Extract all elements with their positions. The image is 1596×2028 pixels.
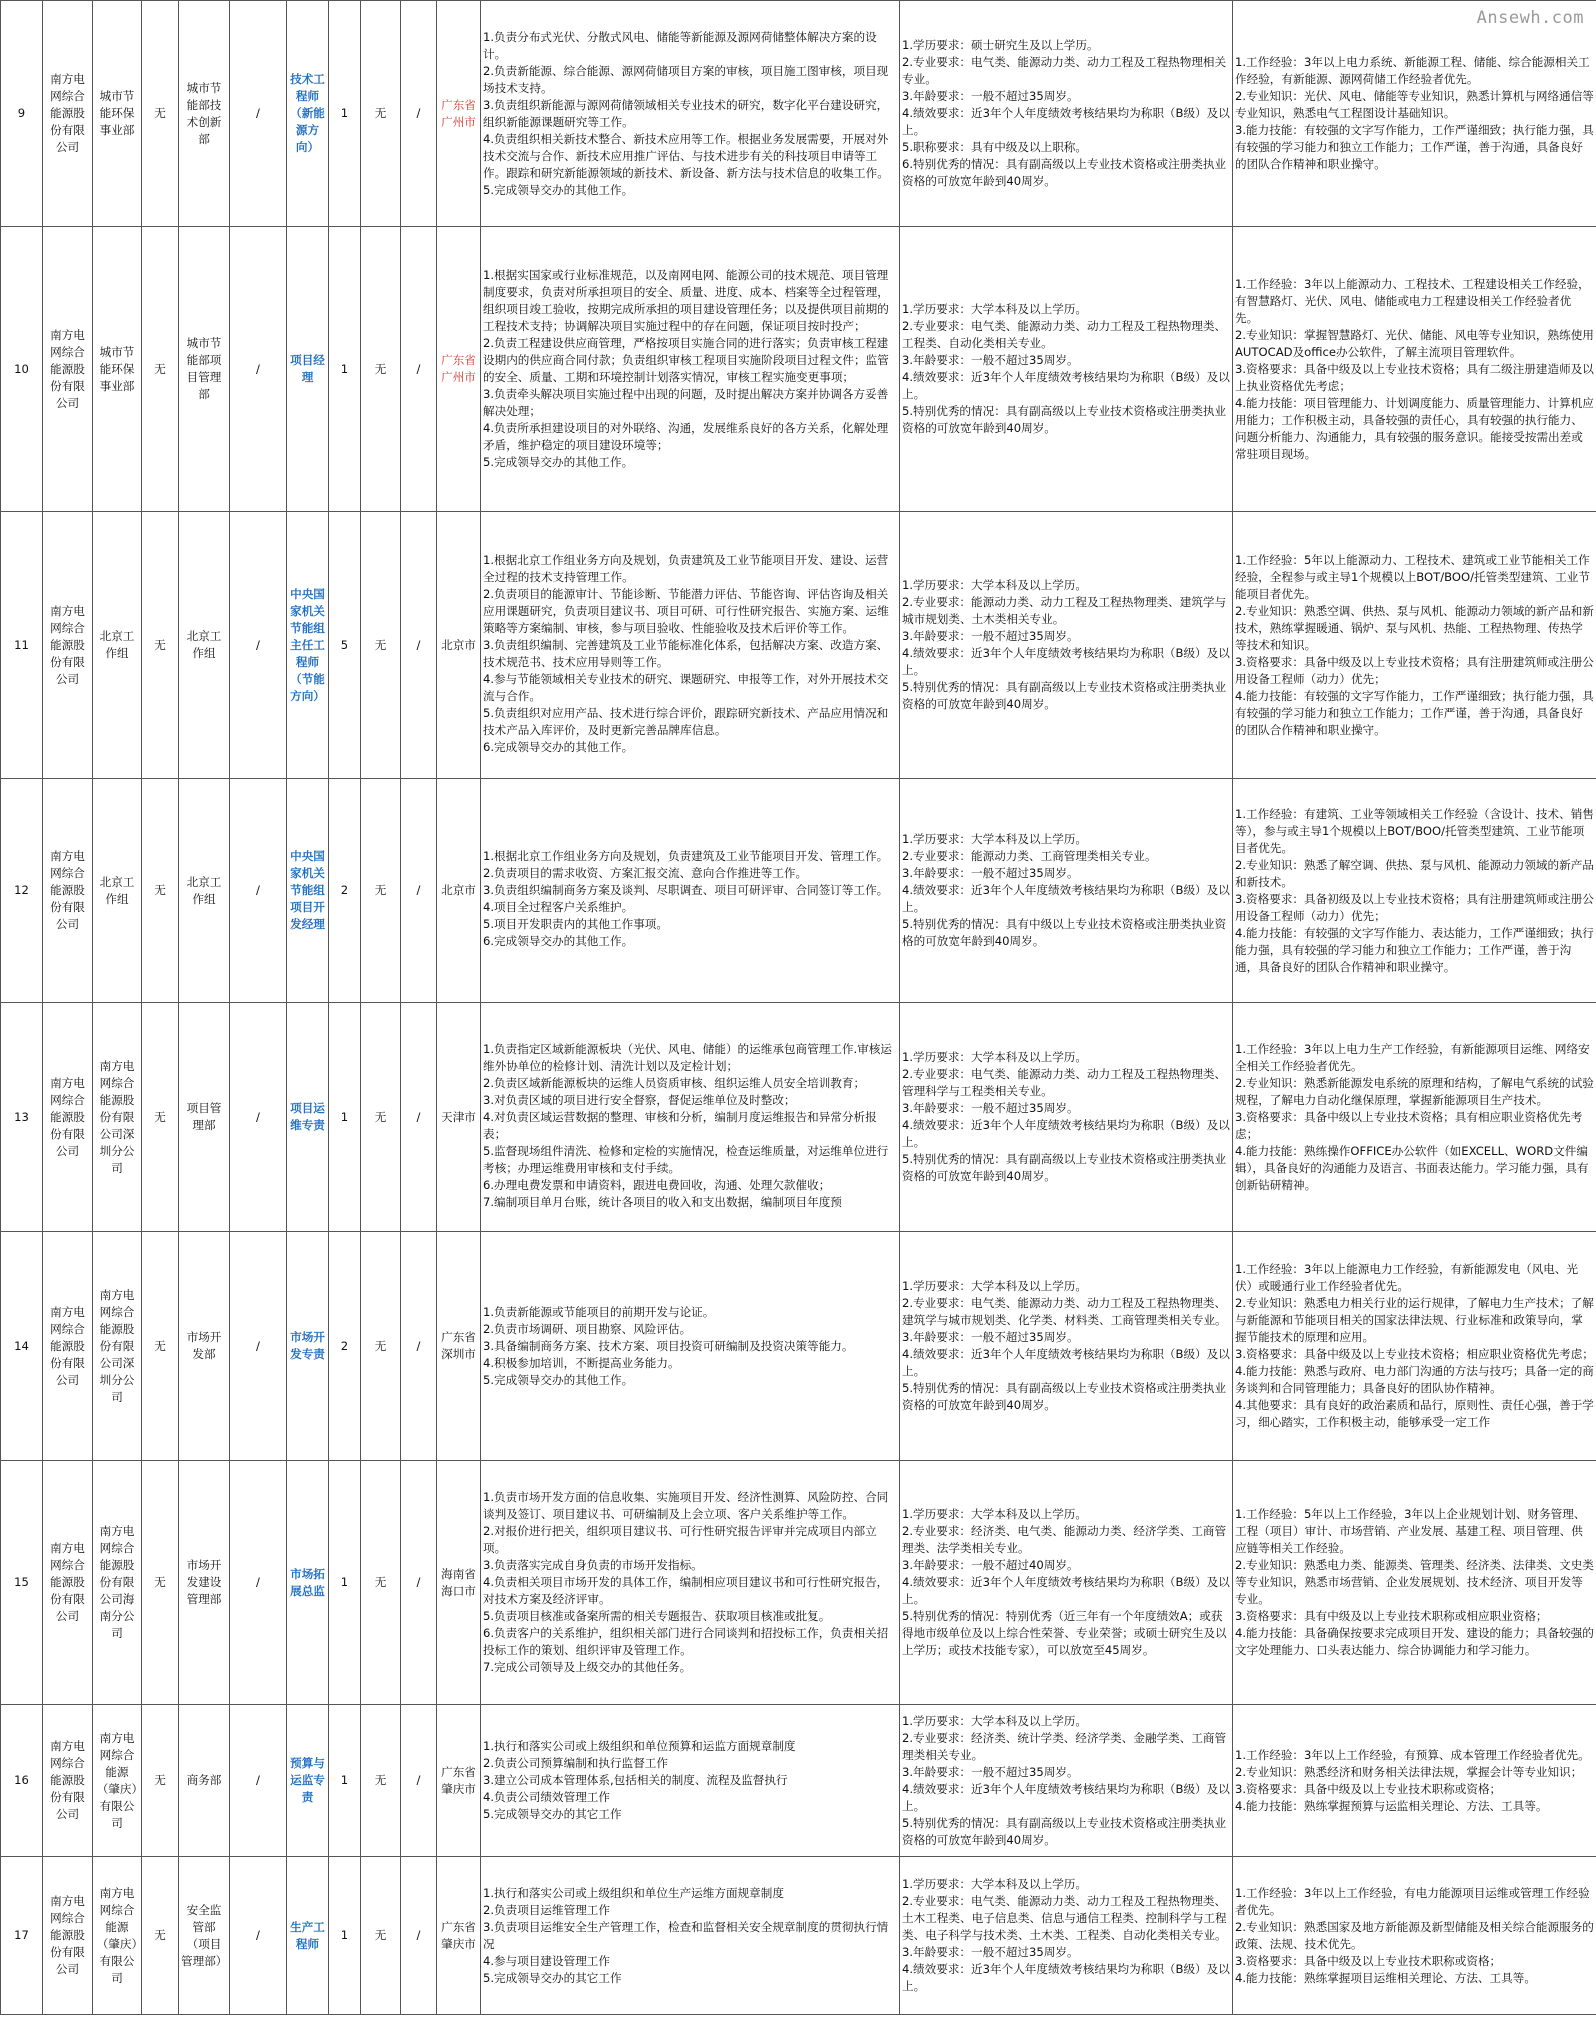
position-title: 市场开发专责 bbox=[287, 1232, 329, 1461]
department: 城市节能环保事业部 bbox=[93, 227, 142, 512]
job-duties bbox=[481, 1705, 900, 1857]
requirement-line: 3.资格要求：具备初级及以上专业技术资格；具有注册建筑师或注册公用设备工程师（动力）优先； bbox=[1235, 891, 1594, 923]
requirement-line: 2.专业知识：熟悉新能源发电系统的原理和结构，了解电气系统的试验规程，了解电力自动化继保原理，掌握新能源项目生产技术。 bbox=[1235, 1075, 1594, 1107]
company-name: 南方电网综合能源股份有限公司 bbox=[43, 1, 93, 227]
sub-department: 安全监管部（项目管理部） bbox=[179, 1857, 230, 2015]
requirement-line: 1.学历要求：硕士研究生及以上学历。 bbox=[902, 38, 1099, 52]
requirement-line: 3.资格要求：具备中级以上专业技术资格；具有相应职业资格优先考虑； bbox=[1235, 1109, 1583, 1141]
requirement-line: 1.根据北京工作组业务方向及规划，负责建筑及工业节能项目开发、建设、运营全过程的技术支持管理工作。 bbox=[483, 552, 889, 584]
basic-requirements bbox=[900, 1857, 1233, 2015]
sub-department: 城市节能部项目管理部 bbox=[179, 227, 230, 512]
requirement-line: 5.项目开发职责内的其他工作事项。 bbox=[483, 917, 668, 931]
requirement-line: 1.执行和落实公司或上级组织和单位生产运维方面规章制度 bbox=[483, 1885, 784, 1900]
management-level: 无 bbox=[142, 1003, 179, 1232]
headcount: 1 bbox=[329, 1705, 361, 1857]
requirement-line: 3.年龄要求：一般不超过35周岁。 bbox=[902, 1330, 1079, 1344]
headcount: 1 bbox=[329, 1, 361, 227]
requirement-line: 3.年龄要求：一般不超过35周岁。 bbox=[902, 89, 1079, 103]
requirement-line: 2.专业知识：掌握智慧路灯、光伏、储能、风电等专业知识，熟练使用AUTOCAD及office办公软件，了解主流项目管理软件。 bbox=[1235, 327, 1594, 359]
requirement-line: 6.负责客户的关系维护，组织相关部门进行合同谈判和招投标工作，负责相关招投标工作的策划、组织评审及管理工作。 bbox=[483, 1626, 889, 1657]
work-location: 广东省广州市 bbox=[437, 1, 481, 227]
requirement-line: 3.年龄要求：一般不超过35周岁。 bbox=[902, 629, 1079, 643]
requirement-line: 1.工作经验：3年以上工作经验，有预算、成本管理工作经验者优先。 bbox=[1235, 1747, 1590, 1762]
work-location: 广东省肇庆市 bbox=[437, 1857, 481, 2015]
requirement-line: 5.特别优秀的情况：具有副高级以上专业技术资格或注册类执业资格的可放宽年龄到40周岁。 bbox=[902, 1152, 1227, 1183]
position-title: 市场拓展总监 bbox=[287, 1461, 329, 1705]
requirement-line: 2.负责项目运维管理工作 bbox=[483, 1902, 610, 1917]
position-title: 生产工程师 bbox=[287, 1857, 329, 2015]
department: 南方电网综合能源股份有限公司深圳分公司 bbox=[93, 1232, 142, 1461]
requirement-line: 1.学历要求：大学本科及以上学历。 bbox=[902, 1507, 1087, 1521]
department: 南方电网综合能源（肇庆）有限公司 bbox=[93, 1857, 142, 2015]
requirement-line: 1.工作经验：3年以上工作经验，有电力能源项目运维或管理工作经验者优先。 bbox=[1235, 1885, 1590, 1917]
requirement-line: 2.专业要求：经济类、电气类、能源动力类、经济学类、工商管理类、法学类相关专业。 bbox=[902, 1524, 1227, 1555]
watermark: Ansewh.com bbox=[1476, 8, 1584, 28]
requirement-line: 1.工作经验：3年以上能源动力、工程技术、工程建设相关工作经验，有智慧路灯、光伏、风电、储能或电力工程建设相关工作经验者优先。 bbox=[1235, 276, 1590, 325]
basic-requirements bbox=[900, 512, 1233, 779]
requirement-line: 2.专业要求：电气类、能源动力类、动力工程及工程热物理类、土木工程类、电子信息类、信息与通信工程类、控制科学与工程类、电子科学与技术类、土木类、工程类、自动化类相关专业。 bbox=[902, 1894, 1227, 1942]
requirement-line: 2.专业要求：电气类、能源动力类、动力工程及工程热物理相关专业。 bbox=[902, 55, 1227, 86]
requirement-line: 4.绩效要求：近3年个人年度绩效考核结果均为称职（B级）及以上。 bbox=[902, 883, 1230, 914]
requirement-line: 1.工作经验：3年以上电力生产工作经验，有新能源项目运维、网络安全相关工作经验者优先。 bbox=[1235, 1041, 1590, 1073]
requirement-line: 1.负责指定区域新能源板块（光伏、风电、储能）的运维承包商管理工作.审核运维外协单位的检修计划、清洗计划以及定检计划； bbox=[483, 1041, 892, 1073]
requirement-line: 3.负责组织编制商务方案及谈判、尽职调查、项目可研评审、合同签订等工作。 bbox=[483, 883, 889, 897]
company-name: 南方电网综合能源股份有限公司 bbox=[43, 1461, 93, 1705]
company-name: 南方电网综合能源股份有限公司 bbox=[43, 512, 93, 779]
requirement-line: 3.年龄要求：一般不超过35周岁。 bbox=[902, 866, 1079, 880]
other-flag: / bbox=[401, 1705, 437, 1857]
requirement-line: 3.年龄要求：一般不超过35周岁。 bbox=[902, 1945, 1079, 1959]
requirement-line: 3.负责牵头解决项目实施过程中出现的问题，及时提出解决方案并协调各方妥善解决处理； bbox=[483, 387, 889, 418]
position-level: / bbox=[230, 1, 287, 227]
table-row bbox=[1, 779, 1596, 1003]
work-location: 北京市 bbox=[437, 512, 481, 779]
basic-requirements bbox=[900, 227, 1233, 512]
requirement-line: 1.学历要求：大学本科及以上学历。 bbox=[902, 578, 1087, 592]
requirement-line: 4.积极参加培训，不断提高业务能力。 bbox=[483, 1355, 680, 1370]
row-number: 10 bbox=[1, 227, 43, 512]
job-duties bbox=[481, 779, 900, 1003]
position-title: 技术工程师（新能源方向） bbox=[287, 1, 329, 227]
position-level: / bbox=[230, 1461, 287, 1705]
requirement-line: 5.完成领导交办的其它工作 bbox=[483, 1970, 622, 1985]
company-name: 南方电网综合能源股份有限公司 bbox=[43, 1857, 93, 2015]
management-level: 无 bbox=[142, 1461, 179, 1705]
requirement-line: 7.完成公司领导及上级交办的其他任务。 bbox=[483, 1660, 692, 1674]
table-row bbox=[1, 227, 1596, 512]
other-flag: / bbox=[401, 1, 437, 227]
requirement-line: 4.负责所承担建设项目的对外联络、沟通，发展维系良好的各方关系，化解处理矛盾，维护稳定的项目建设环境等； bbox=[483, 421, 889, 452]
special-flag: 无 bbox=[361, 227, 401, 512]
requirement-line: 1.根据实国家或行业标准规范，以及南网电网、能源公司的技术规范、项目管理制度要求，负责对所承担项目的安全、质量、进度、成本、档案等全过程管理，组织项目竣工验收，按期完成所承担的项目建设管理任务；以及提供项目前期的工程技术支持；协调解决项目实施过程中的存在问题，保证项目按时投产； bbox=[483, 268, 889, 333]
requirement-line: 4.能力技能：具备确保按要求完成项目开发、建设的能力；具备较强的文字处理能力、口头表达能力、综合协调能力和学习能力。 bbox=[1235, 1626, 1594, 1657]
other-requirements bbox=[1233, 1003, 1596, 1232]
requirement-line: 1.工作经验：有建筑、工业等领域相关工作经验（含设计、技术、销售等），参与或主导1个规模以上BOT/BOO/托管类型建筑、工业节能项目者优先。 bbox=[1235, 806, 1594, 855]
row-number: 11 bbox=[1, 512, 43, 779]
special-flag: 无 bbox=[361, 1003, 401, 1232]
requirement-line: 5.完成领导交办的其他工作。 bbox=[483, 455, 634, 469]
requirement-line: 3.负责组织编制、完善建筑及工业节能标准化体系，包括解决方案、改造方案、技术规范书、技术应用导则等工作。 bbox=[483, 637, 889, 669]
table-row bbox=[1, 1857, 1596, 2015]
row-number: 13 bbox=[1, 1003, 43, 1232]
requirement-line: 3.资格要求：具有中级及以上专业技术职称或相应职业资格； bbox=[1235, 1609, 1548, 1623]
requirement-line: 2.专业知识：熟悉经济和财务相关法律法规，掌握会计等专业知识； bbox=[1235, 1764, 1583, 1779]
requirement-line: 6.办理电费发票和申请资料，跟进电费回收，沟通、处理欠款催收； bbox=[483, 1177, 831, 1192]
requirement-line: 4.参与节能领域相关专业技术的研究、课题研究、申报等工作，对外开展技术交流与合作。 bbox=[483, 671, 889, 703]
requirement-line: 7.编制项目单月台账，统计各项目的收入和支出数据，编制项目年度预 bbox=[483, 1194, 842, 1209]
table-row bbox=[1, 1232, 1596, 1461]
work-location: 广东省深圳市 bbox=[437, 1232, 481, 1461]
management-level: 无 bbox=[142, 1705, 179, 1857]
requirement-line: 4.负责公司绩效管理工作 bbox=[483, 1790, 610, 1804]
requirement-line: 1.负责市场开发方面的信息收集、实施项目开发、经济性测算、风险防控、合同谈判及签订、项目建议书、可研编制及上会立项、客户关系维护等工作。 bbox=[483, 1490, 889, 1521]
requirement-line: 3.资格要求：具备中级及以上专业技术职称或资格； bbox=[1235, 1953, 1502, 1968]
requirement-line: 3.负责项目运维安全生产管理工作，检查和监督相关安全规章制度的贯彻执行情况 bbox=[483, 1919, 889, 1951]
company-name: 南方电网综合能源股份有限公司 bbox=[43, 1705, 93, 1857]
requirement-line: 6.完成领导交办的其他工作。 bbox=[483, 934, 634, 948]
department: 城市节能环保事业部 bbox=[93, 1, 142, 227]
company-name: 南方电网综合能源股份有限公司 bbox=[43, 1232, 93, 1461]
special-flag: 无 bbox=[361, 1461, 401, 1705]
position-level: / bbox=[230, 1003, 287, 1232]
other-flag: / bbox=[401, 1857, 437, 2015]
requirement-line: 2.负责新能源、综合能源、源网荷储项目方案的审核，项目施工图审核，项目现场技术支持。 bbox=[483, 63, 889, 95]
job-duties bbox=[481, 227, 900, 512]
company-name: 南方电网综合能源股份有限公司 bbox=[43, 779, 93, 1003]
requirement-line: 4.绩效要求：近3年个人年度绩效考核结果均为称职（B级）及以上。 bbox=[902, 370, 1230, 401]
requirement-line: 4.对负责区域运营数据的整理、审核和分析，编制月度运维报告和异常分析报表； bbox=[483, 1109, 877, 1141]
row-number: 12 bbox=[1, 779, 43, 1003]
requirement-line: 1.负责新能源或节能项目的前期开发与论证。 bbox=[483, 1304, 715, 1319]
position-level: / bbox=[230, 779, 287, 1003]
work-location: 广东省肇庆市 bbox=[437, 1705, 481, 1857]
department: 北京工作组 bbox=[93, 779, 142, 1003]
requirement-line: 4.绩效要求：近3年个人年度绩效考核结果均为称职（B级）及以上。 bbox=[902, 1962, 1230, 1993]
position-title: 项目经理 bbox=[287, 227, 329, 512]
requirement-line: 2.专业知识：光伏、风电、储能等专业知识，熟悉计算机与网络通信等专业知识，熟悉电气工程图设计基础知识。 bbox=[1235, 89, 1594, 120]
other-flag: / bbox=[401, 512, 437, 779]
requirement-line: 4.绩效要求：近3年个人年度绩效考核结果均为称职（B级）及以上。 bbox=[902, 1781, 1230, 1813]
requirement-line: 1.执行和落实公司或上级组织和单位预算和运监方面规章制度 bbox=[483, 1739, 796, 1753]
requirement-line: 4.绩效要求：近3年个人年度绩效考核结果均为称职（B级）及以上。 bbox=[902, 1575, 1230, 1606]
requirement-line: 1.学历要求：大学本科及以上学历。 bbox=[902, 1713, 1087, 1728]
table-row bbox=[1, 512, 1596, 779]
requirement-line: 4.项目全过程客户关系维护。 bbox=[483, 900, 634, 914]
requirement-line: 2.专业要求：电气类、能源动力类、动力工程及工程热物理类、工程类、自动化类相关专业。 bbox=[902, 319, 1227, 350]
sub-department: 北京工作组 bbox=[179, 512, 230, 779]
requirement-line: 5.完成领导交办的其他工作。 bbox=[483, 182, 634, 197]
sub-department: 商务部 bbox=[179, 1705, 230, 1857]
requirement-line: 2.负责项目的需求收资、方案汇报交流、意向合作推进等工作。 bbox=[483, 866, 808, 880]
sub-department: 市场开发部 bbox=[179, 1232, 230, 1461]
requirement-line: 1.学历要求：大学本科及以上学历。 bbox=[902, 1279, 1087, 1293]
position-title: 中央国家机关节能组主任工程师（节能方向） bbox=[287, 512, 329, 779]
requirement-line: 3.资格要求：具备中级及以上专业技术职称或资格； bbox=[1235, 1781, 1502, 1796]
basic-requirements bbox=[900, 1003, 1233, 1232]
requirement-line: 6.特别优秀的情况：具有副高级以上专业技术资格或注册类执业资格的可放宽年龄到40周岁。 bbox=[902, 157, 1227, 188]
headcount: 1 bbox=[329, 227, 361, 512]
requirement-line: 5.完成领导交办的其他工作。 bbox=[483, 1372, 634, 1387]
management-level: 无 bbox=[142, 1232, 179, 1461]
requirement-line: 2.专业要求：电气类、能源动力类、动力工程及工程热物理类、管理科学与工程类相关专业。 bbox=[902, 1067, 1227, 1098]
job-duties bbox=[481, 1232, 900, 1461]
row-number: 17 bbox=[1, 1857, 43, 2015]
requirement-line: 2.专业知识：熟悉了解空调、供热、泵与风机、能源动力领域的新产品和新技术。 bbox=[1235, 857, 1594, 889]
requirement-line: 2.专业知识：熟悉电力类、能源类、管理类、经济类、法律类、文史类等专业知识，熟悉市场营销、企业发展规划、技术经济、项目开发等专业。 bbox=[1235, 1558, 1594, 1606]
requirement-line: 2.专业知识：熟悉空调、供热、泵与风机、能源动力领域的新产品和新技术，熟练掌握暖通、锅炉、泵与风机、热能、工程热物理、传热学等技术和知识。 bbox=[1235, 603, 1594, 652]
row-number: 14 bbox=[1, 1232, 43, 1461]
department: 北京工作组 bbox=[93, 512, 142, 779]
work-location: 广东省广州市 bbox=[437, 227, 481, 512]
position-level: / bbox=[230, 512, 287, 779]
basic-requirements bbox=[900, 779, 1233, 1003]
requirement-line: 5.职称要求：具有中级及以上职称。 bbox=[902, 140, 1087, 154]
requirement-line: 3.年龄要求：一般不超过40周岁。 bbox=[902, 1558, 1079, 1572]
job-duties bbox=[481, 1003, 900, 1232]
requirement-line: 5.监督现场组件清洗、检修和定检的实施情况，检查运维质量，对运维单位进行考核；办理运维费用审核和支付手续。 bbox=[483, 1143, 889, 1175]
requirement-line: 5.负责项目核准或备案所需的相关专题报告、获取项目核准或批复。 bbox=[483, 1609, 831, 1623]
other-flag: / bbox=[401, 779, 437, 1003]
requirement-line: 3.资格要求：具备中级及以上专业技术资格；相应职业资格优先考虑； bbox=[1235, 1347, 1594, 1361]
requirement-line: 4.能力技能：熟练掌握预算与运监相关理论、方法、工具等。 bbox=[1235, 1798, 1548, 1813]
requirement-line: 3.资格要求：具备中级及以上专业技术资格；具有二级注册建造师及以上执业资格优先考虑； bbox=[1235, 361, 1594, 393]
work-location: 天津市 bbox=[437, 1003, 481, 1232]
requirement-line: 3.对负责区域的项目进行安全督察，督促运维单位及时整改； bbox=[483, 1092, 796, 1107]
headcount: 1 bbox=[329, 1857, 361, 2015]
requirement-line: 4.绩效要求：近3年个人年度绩效考核结果均为称职（B级）及以上。 bbox=[902, 1347, 1230, 1378]
requirement-line: 2.专业要求：能源动力类、动力工程及工程热物理类、建筑学与城市规划类、土木类相关专业。 bbox=[902, 595, 1227, 626]
requirement-line: 3.负责组织新能源与源网荷储领域相关专业技术的研究，数字化平台建设研究，组织新能源课题研究等工作。 bbox=[483, 97, 889, 129]
special-flag: 无 bbox=[361, 1857, 401, 2015]
management-level: 无 bbox=[142, 1857, 179, 2015]
special-flag: 无 bbox=[361, 1232, 401, 1461]
requirement-line: 2.专业要求：电气类、能源动力类、动力工程及工程热物理类、建筑学与城市规划类、化学类、材料类、工商管理类相关专业。 bbox=[902, 1296, 1227, 1327]
requirement-line: 3.具备编制商务方案、技术方案、项目投资可研编制及投资决策等能力。 bbox=[483, 1338, 854, 1353]
other-requirements bbox=[1233, 512, 1596, 779]
basic-requirements bbox=[900, 1705, 1233, 1857]
sub-department: 项目管理部 bbox=[179, 1003, 230, 1232]
headcount: 2 bbox=[329, 1232, 361, 1461]
work-location: 北京市 bbox=[437, 779, 481, 1003]
requirement-line: 5.特别优秀的情况：具有副高级以上专业技术资格或注册类执业资格的可放宽年龄到40周岁。 bbox=[902, 1815, 1227, 1847]
requirement-line: 1.根据北京工作组业务方向及规划，负责建筑及工业节能项目开发、管理工作。 bbox=[483, 849, 889, 863]
requirement-line: 5.特别优秀的情况：具有副高级以上专业技术资格或注册类执业资格的可放宽年龄到40周岁。 bbox=[902, 680, 1227, 711]
requirement-line: 1.工作经验：3年以上能源电力工作经验，有新能源发电（风电、光伏）或暖通行业工作经验者优先。 bbox=[1235, 1262, 1579, 1293]
requirement-line: 1.工作经验：5年以上能源动力、工程技术、建筑或工业节能相关工作经验，全程参与或主导1个规模以上BOT/BOO/托管类型建筑、工业节能项目者优先。 bbox=[1235, 552, 1590, 601]
headcount: 1 bbox=[329, 1461, 361, 1705]
requirement-line: 3.年龄要求：一般不超过35周岁。 bbox=[902, 1101, 1079, 1115]
position-level: / bbox=[230, 1857, 287, 2015]
management-level: 无 bbox=[142, 1, 179, 227]
requirement-line: 3.建立公司成本管理体系,包括相关的制度、流程及监督执行 bbox=[483, 1773, 788, 1787]
requirement-line: 1.工作经验：5年以上工作经验，3年以上企业规划计划、财务管理、工程（项目）审计、市场营销、产业发展、基建工程、项目管理、供应链等相关工作经验。 bbox=[1235, 1507, 1586, 1555]
other-requirements bbox=[1233, 1705, 1596, 1857]
special-flag: 无 bbox=[361, 1, 401, 227]
position-title: 预算与运监专责 bbox=[287, 1705, 329, 1857]
requirement-line: 5.特别优秀的情况：特别优秀（近三年有一个年度绩效A；或获得地市级单位及以上综合性荣誉、专业荣誉；或硕士研究生及以上学历；或技术技能专家），可以放宽至45周岁。 bbox=[902, 1609, 1227, 1657]
other-requirements bbox=[1233, 1232, 1596, 1461]
requirement-line: 4.能力技能：熟悉与政府、电力部门沟通的方法与技巧；具备一定的商务谈判和合同管理能力；具备良好的团队协作精神。 bbox=[1235, 1364, 1594, 1395]
requirement-line: 2.对报价进行把关，组织项目建议书、可行性研究报告评审并完成项目内部立项。 bbox=[483, 1524, 877, 1555]
requirement-line: 5.特别优秀的情况：具有中级以上专业技术资格或注册类执业资格的可放宽年龄到40周岁。 bbox=[902, 917, 1227, 948]
headcount: 1 bbox=[329, 1003, 361, 1232]
table-row bbox=[1, 1705, 1596, 1857]
row-number: 15 bbox=[1, 1461, 43, 1705]
requirement-line: 2.负责工程建设供应商管理，严格按项目实施合同的进行落实；负责审核工程建设期内的供应商合同付款；负责组织审核工程项目实施阶段项目过程文件；监管的安全、质量、工期和环境控制计划落实情况，审核工程实施变更事项； bbox=[483, 336, 889, 384]
department: 南方电网综合能源股份有限公司深圳分公司 bbox=[93, 1003, 142, 1232]
requirement-line: 4.绩效要求：近3年个人年度绩效考核结果均为称职（B级）及以上。 bbox=[902, 646, 1230, 677]
requirement-line: 5.特别优秀的情况：具有副高级以上专业技术资格或注册类执业资格的可放宽年龄到40周岁。 bbox=[902, 404, 1227, 435]
requirement-line: 4.负责相关项目市场开发的具体工作，编制相应项目建议书和可行性研究报告，对技术方案及经济评审。 bbox=[483, 1575, 889, 1606]
department: 南方电网综合能源（肇庆）有限公司 bbox=[93, 1705, 142, 1857]
requirement-line: 2.专业知识：熟悉电力相关行业的运行规律，了解电力生产技术；了解与新能源和节能项目相关的国家法律法规、行业标准和政策导向，掌握节能技术的原理和应用。 bbox=[1235, 1296, 1594, 1344]
requirement-line: 3.负责落实完成自身负责的市场开发指标。 bbox=[483, 1558, 703, 1572]
requirement-line: 6.完成领导交办的其他工作。 bbox=[483, 739, 634, 754]
special-flag: 无 bbox=[361, 1705, 401, 1857]
requirement-line: 1.工作经验：3年以上电力系统、新能源工程、储能、综合能源相关工作经验，有新能源、源网荷储工作经验者优先。 bbox=[1235, 55, 1590, 86]
row-number: 16 bbox=[1, 1705, 43, 1857]
company-name: 南方电网综合能源股份有限公司 bbox=[43, 227, 93, 512]
requirement-line: 2.负责公司预算编制和执行监督工作 bbox=[483, 1756, 668, 1770]
requirement-line: 2.负责项目的能源审计、节能诊断、节能潜力评估、节能咨询、评估咨询及相关应用课题研究，负责项目建议书、项目可研、可行性研究报告、实施方案、运维策略等方案编制、审核，参与项目验收、性能验收及技术后评价等工作。 bbox=[483, 586, 889, 635]
table-row bbox=[1, 1461, 1596, 1705]
position-level: / bbox=[230, 227, 287, 512]
requirement-line: 3.能力技能：有较强的文字写作能力，工作严谨细致；执行能力强，具有较强的学习能力和独立工作能力；工作严谨，善于沟通，具备良好的团队合作精神和职业操守。 bbox=[1235, 123, 1594, 171]
requirement-line: 4.能力技能：有较强的文字写作能力、表达能力，工作严谨细致；执行能力强，具有较强的学习能力和独立工作能力；工作严谨，善于沟通，具备良好的团队合作精神和职业操守。 bbox=[1235, 925, 1594, 974]
management-level: 无 bbox=[142, 512, 179, 779]
other-requirements bbox=[1233, 1, 1596, 227]
requirement-line: 4.绩效要求：近3年个人年度绩效考核结果均为称职（B级）及以上。 bbox=[902, 1118, 1230, 1149]
table-row bbox=[1, 1003, 1596, 1232]
requirement-line: 4.能力技能：项目管理能力、计划调度能力、质量管理能力、计算机应用能力；工作积极主动，具备较强的责任心，具有较强的执行能力、问题分析能力、沟通能力，具有较强的服务意识。能接受按需出差或常驻项目现场。 bbox=[1235, 395, 1594, 461]
requirement-line: 1.学历要求：大学本科及以上学历。 bbox=[902, 1050, 1087, 1064]
other-requirements bbox=[1233, 227, 1596, 512]
work-location: 海南省海口市 bbox=[437, 1461, 481, 1705]
management-level: 无 bbox=[142, 227, 179, 512]
other-requirements bbox=[1233, 1857, 1596, 2015]
position-title: 中央国家机关节能组项目开发经理 bbox=[287, 779, 329, 1003]
other-flag: / bbox=[401, 227, 437, 512]
basic-requirements bbox=[900, 1, 1233, 227]
department: 南方电网综合能源股份有限公司海南分公司 bbox=[93, 1461, 142, 1705]
table-row bbox=[1, 1, 1596, 227]
other-requirements bbox=[1233, 1461, 1596, 1705]
headcount: 2 bbox=[329, 779, 361, 1003]
requirement-line: 4.其他要求：具有良好的政治素质和品行，原则性、责任心强，善于学习，细心踏实，工作积极主动，能够承受一定工作 bbox=[1235, 1398, 1594, 1429]
company-name: 南方电网综合能源股份有限公司 bbox=[43, 1003, 93, 1232]
requirement-line: 2.专业知识：熟悉国家及地方新能源及新型储能及相关综合能源服务的政策、法规、技术优先。 bbox=[1235, 1919, 1594, 1951]
job-duties bbox=[481, 512, 900, 779]
sub-department: 北京工作组 bbox=[179, 779, 230, 1003]
requirement-line: 2.负责市场调研、项目勘察、风险评估。 bbox=[483, 1321, 692, 1336]
job-duties bbox=[481, 1, 900, 227]
other-flag: / bbox=[401, 1232, 437, 1461]
sub-department: 城市节能部技术创新部 bbox=[179, 1, 230, 227]
other-requirements bbox=[1233, 779, 1596, 1003]
basic-requirements bbox=[900, 1232, 1233, 1461]
requirement-line: 4.能力技能：熟练操作OFFICE办公软件（如EXCELL、WORD文件编辑），具备良好的沟通能力及语言、书面表达能力。学习能力强，具有创新钻研精神。 bbox=[1235, 1143, 1589, 1192]
special-flag: 无 bbox=[361, 779, 401, 1003]
requirement-line: 1.负责分布式光伏、分散式风电、储能等新能源及源网荷储整体解决方案的设计。 bbox=[483, 29, 877, 61]
other-flag: / bbox=[401, 1003, 437, 1232]
requirement-line: 4.负责组织相关新技术整合、新技术应用等工作。根据业务发展需要，开展对外技术交流与合作、新技术应用推广评估、与技术进步有关的科技项目申请等工作。跟踪和研究新能源领域的新技术、新设备、新方法与技术信息的收集工作。 bbox=[483, 131, 889, 180]
position-level: / bbox=[230, 1232, 287, 1461]
requirement-line: 4.能力技能：有较强的文字写作能力，工作严谨细致；执行能力强，具有较强的学习能力和独立工作能力；工作严谨，善于沟通，具备良好的团队合作精神和职业操守。 bbox=[1235, 688, 1594, 737]
requirement-line: 5.特别优秀的情况：具有副高级以上专业技术资格或注册类执业资格的可放宽年龄到40周岁。 bbox=[902, 1381, 1227, 1412]
requirement-line: 1.学历要求：大学本科及以上学历。 bbox=[902, 1877, 1087, 1891]
other-flag: / bbox=[401, 1461, 437, 1705]
row-number: 9 bbox=[1, 1, 43, 227]
position-title: 项目运维专责 bbox=[287, 1003, 329, 1232]
requirement-line: 3.年龄要求：一般不超过35周岁。 bbox=[902, 353, 1079, 367]
basic-requirements bbox=[900, 1461, 1233, 1705]
job-duties bbox=[481, 1857, 900, 2015]
job-duties bbox=[481, 1461, 900, 1705]
management-level: 无 bbox=[142, 779, 179, 1003]
sub-department: 市场开发建设管理部 bbox=[179, 1461, 230, 1705]
requirement-line: 2.专业要求：经济类、统计学类、经济学类、金融学类、工商管理类相关专业。 bbox=[902, 1730, 1227, 1762]
special-flag: 无 bbox=[361, 512, 401, 779]
requirement-line: 4.能力技能：熟练掌握项目运维相关理论、方法、工具等。 bbox=[1235, 1970, 1536, 1985]
requirement-line: 1.学历要求：大学本科及以上学历。 bbox=[902, 832, 1087, 846]
position-level: / bbox=[230, 1705, 287, 1857]
requirement-line: 4.参与项目建设管理工作 bbox=[483, 1953, 610, 1968]
requirement-line: 3.年龄要求：一般不超过35周岁。 bbox=[902, 1764, 1079, 1779]
requirement-line: 5.负责组织对应用产品、技术进行综合评价，跟踪研究新技术、产品应用情况和技术产品入库评价，及时更新完善品牌库信息。 bbox=[483, 705, 889, 737]
requirement-line: 3.资格要求：具备中级及以上专业技术资格；具有注册建筑师或注册公用设备工程师（动力）优先； bbox=[1235, 654, 1594, 686]
requirement-line: 2.专业要求：能源动力类、工商管理类相关专业。 bbox=[902, 849, 1157, 863]
requirement-line: 2.负责区域新能源板块的运维人员资质审核、组织运维人员安全培训教育； bbox=[483, 1075, 866, 1090]
requirement-line: 4.绩效要求：近3年个人年度绩效考核结果均为称职（B级）及以上。 bbox=[902, 106, 1230, 137]
requirement-line: 1.学历要求：大学本科及以上学历。 bbox=[902, 302, 1087, 316]
headcount: 5 bbox=[329, 512, 361, 779]
requirement-line: 5.完成领导交办的其它工作 bbox=[483, 1807, 622, 1821]
